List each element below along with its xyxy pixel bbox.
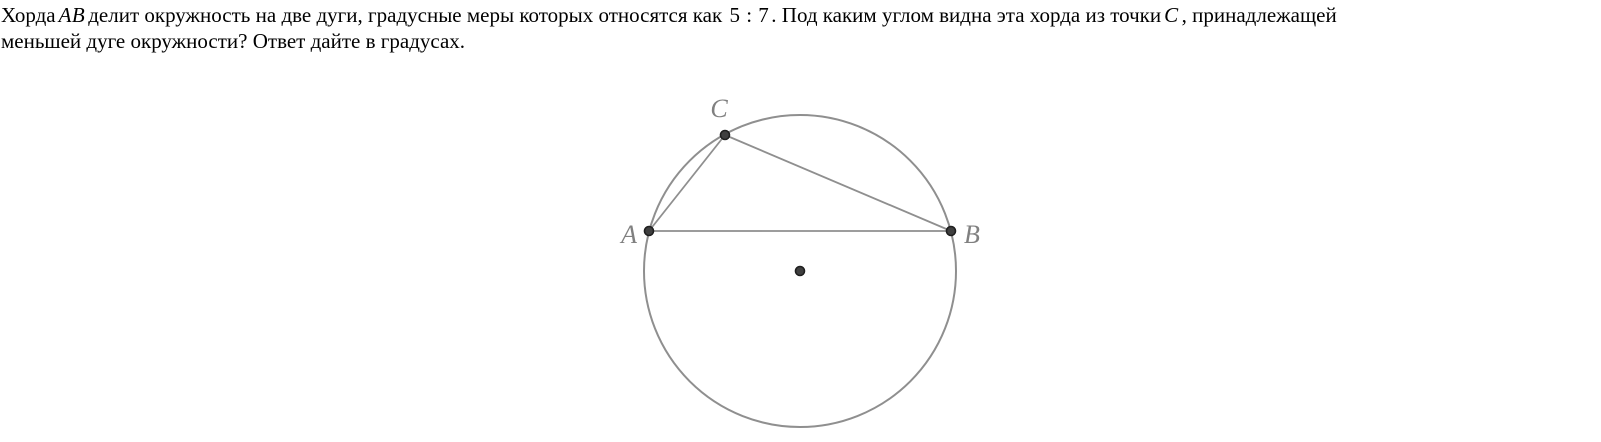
segment-ac (649, 135, 725, 231)
text-segment: . Под каким углом видна эта хорда из точки (771, 3, 1162, 27)
point-b (947, 227, 956, 236)
point-a (645, 227, 654, 236)
segment-cb (725, 135, 951, 231)
center-point (796, 267, 805, 276)
math-segment: AB (58, 3, 86, 27)
text-segment: Хорда (1, 3, 56, 27)
math-segment: 5 : 7 (729, 3, 770, 27)
text-segment: делит окружность на две дуги, градусные меры которых относятся как (88, 3, 723, 27)
point-c (721, 131, 730, 140)
text-segment: меньшей дуге окружности? Ответ дайте в градусах. (1, 29, 466, 53)
label-a: A (621, 220, 637, 249)
math-segment: C (1164, 3, 1179, 27)
text-segment: , принадлежащей (1181, 3, 1337, 27)
label-c: C (710, 94, 728, 123)
label-b: B (964, 220, 980, 249)
